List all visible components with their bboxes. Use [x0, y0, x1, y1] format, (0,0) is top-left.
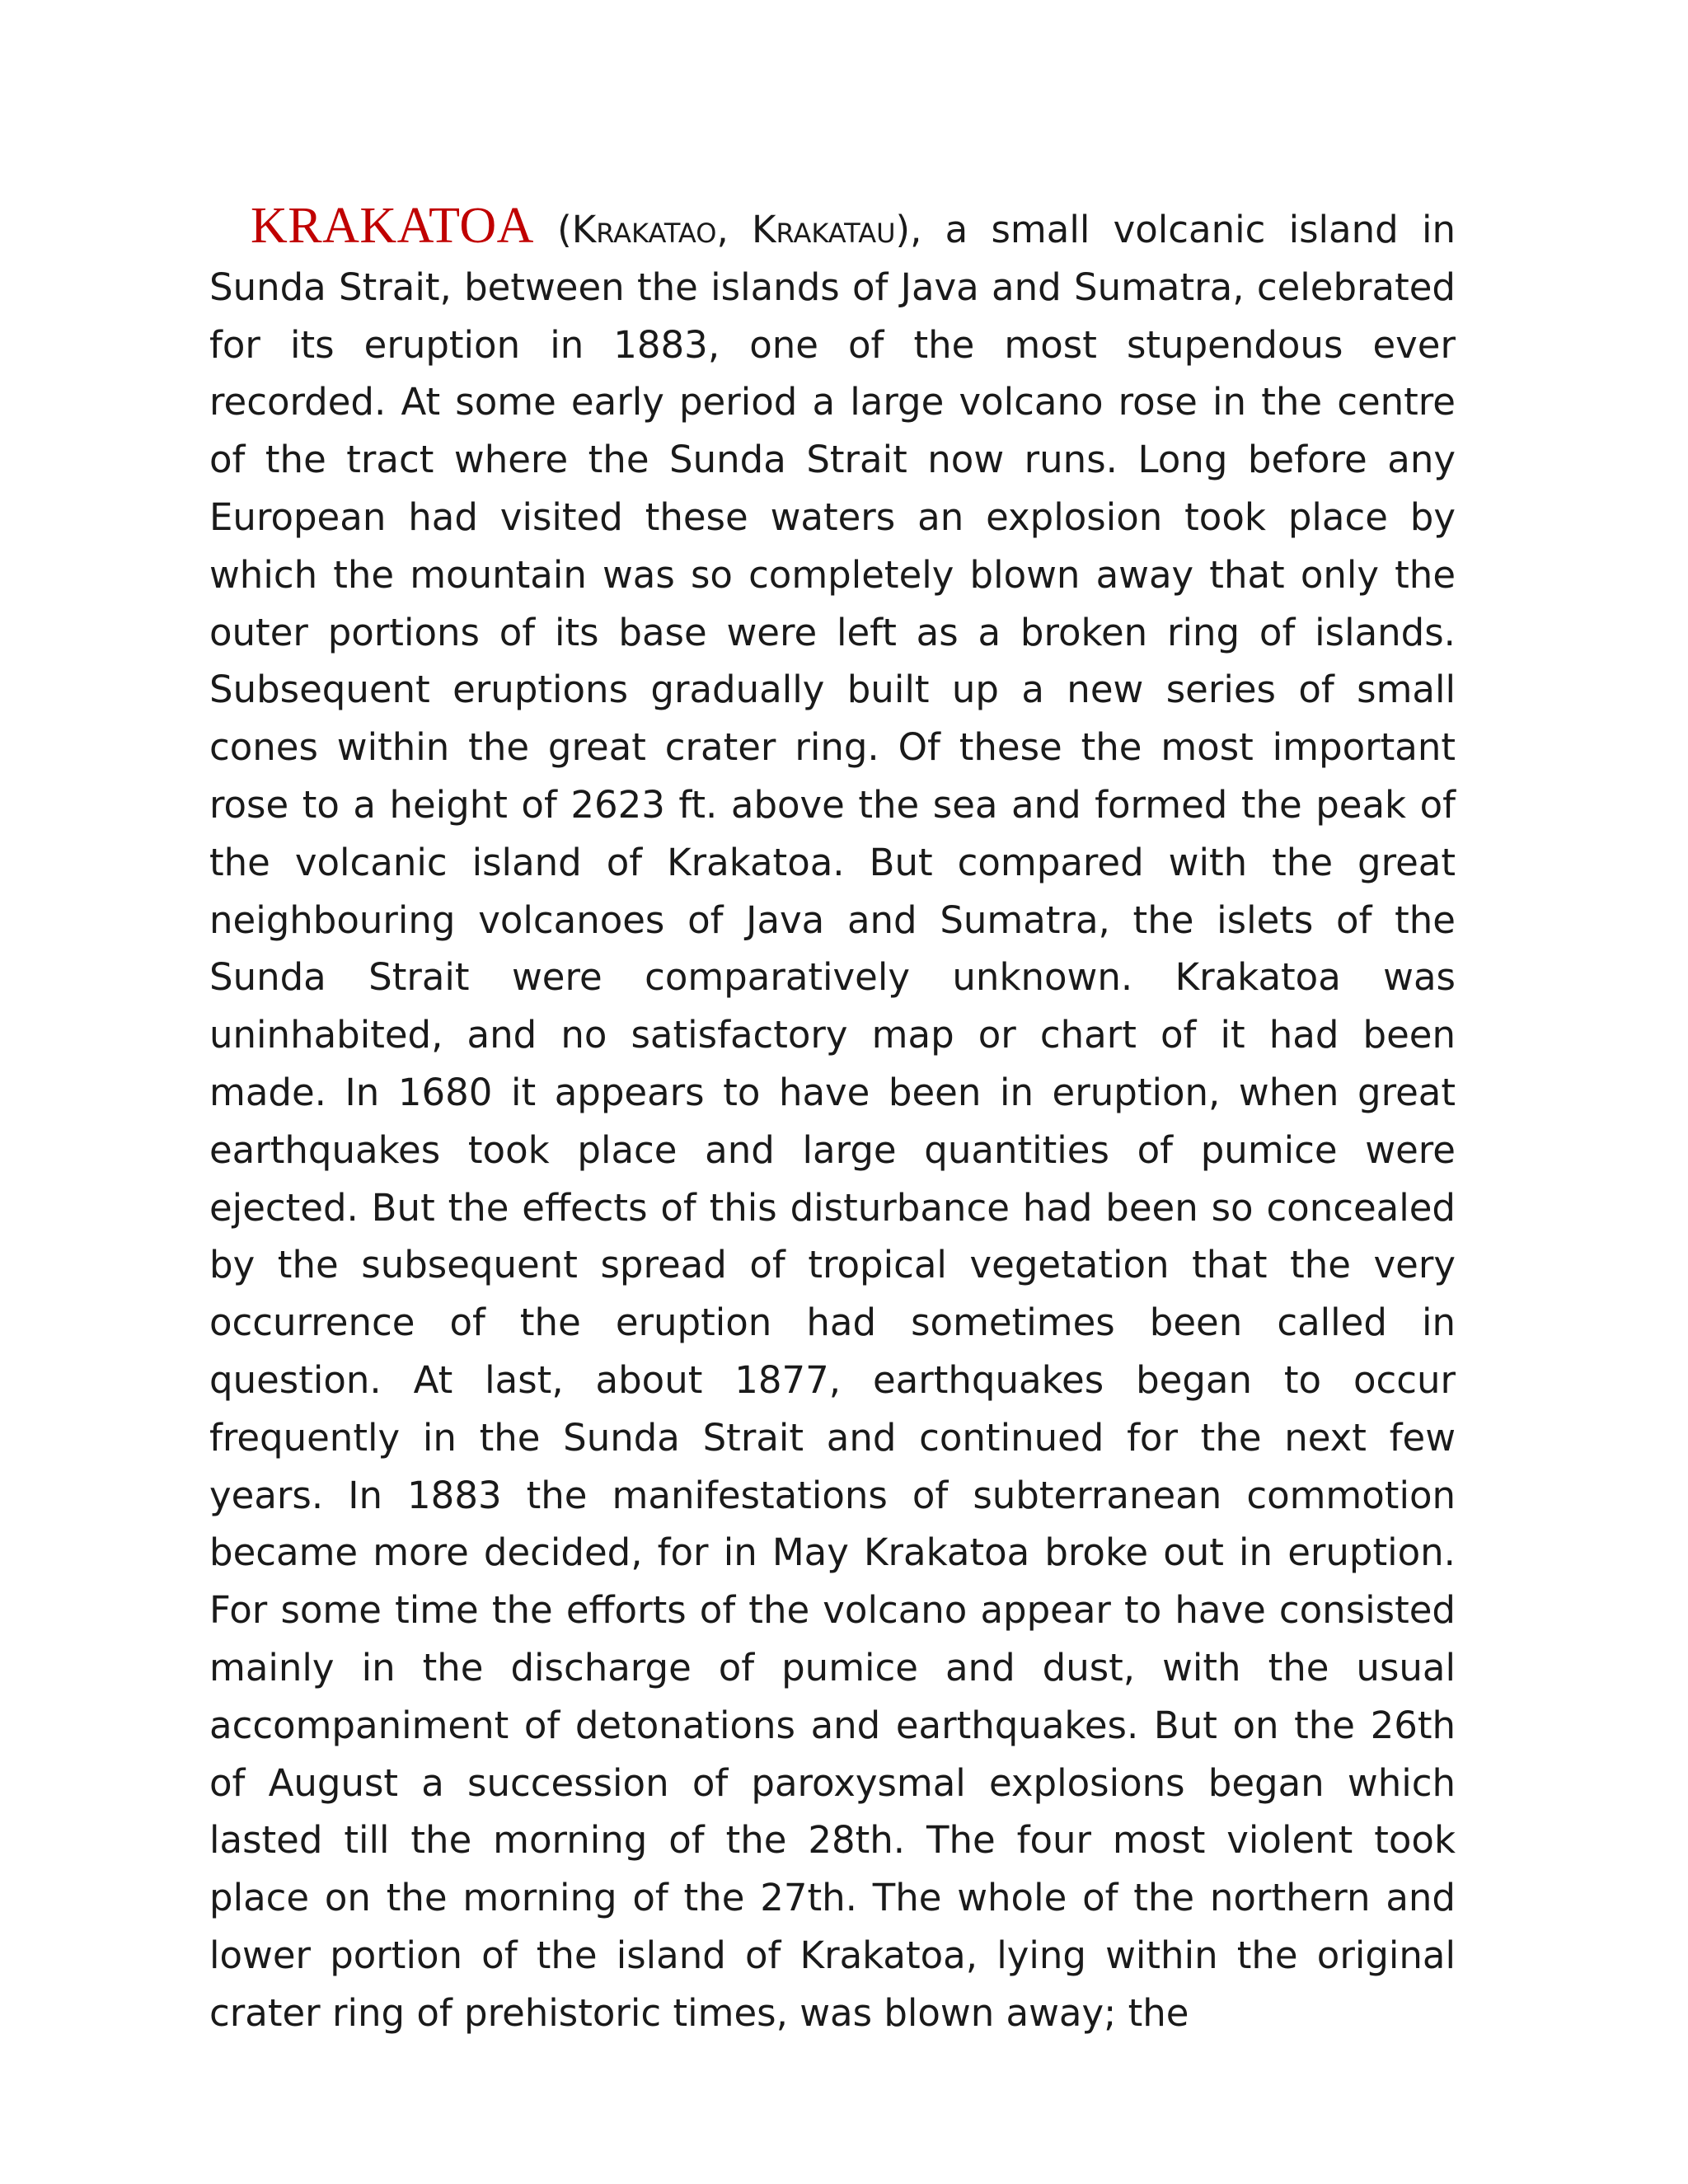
alt-names-close: ): [895, 208, 911, 251]
alternate-names: Krakatao, Krakatau: [571, 208, 896, 251]
entry-headword: KRAKATOA: [251, 198, 534, 254]
alt-names-open: (: [533, 208, 572, 251]
article-paragraph: [209, 198, 1456, 2042]
article-body: , a small volcanic island in Sunda Strait, between the islands of Java and Sumatra, celebrated for its eruption in 1883, one of the most stupendous ever recorded. At some early period a large volcano rose in the centre of the tract where the Sunda Strait now runs. Long before any European had visited these waters an explosion took place by which the mountain was so completely blown away that only the outer portions of its base were left as a broken ring of islands. Subsequent eruptions gradually built up a new series of small cones within the great crater ring. Of these the most important rose to a height of 2623 ft. above the sea and formed the peak of the volcanic island of Krakatoa. But compared with the great neighbouring volcanoes of Java and Sumatra, the islets of the Sunda Strait were comparatively unknown. Krakatoa was uninhabited, and no satisfactory map or chart of it had been made. In 1680 it appears to have been in eruption, when great earthquakes took place and large quantities of pumice were ejected. But the effects of this disturbance had been so concealed by the subsequent spread of tropical vegetation that the very occurrence of the eruption had sometimes been called in question. At last, about 1877, earthquakes began to occur frequently in the Sunda Strait and continued for the next few years. In 1883 the manifestations of subterranean commotion became more decided, for in May Krakatoa broke out in eruption. For some time the efforts of the volcano appear to have consisted mainly in the discharge of pumice and dust, with the usual accompaniment of detonations and earthquakes. But on the 26th of August a succession of paroxysmal explosions began which lasted till the morning of the 28th. The four most violent took place on the morning of the 27th. The whole of the northern and lower portion of the island of Krakatoa, lying within the original crater ring of prehistoric times, was blown away; the: [209, 208, 1456, 2035]
